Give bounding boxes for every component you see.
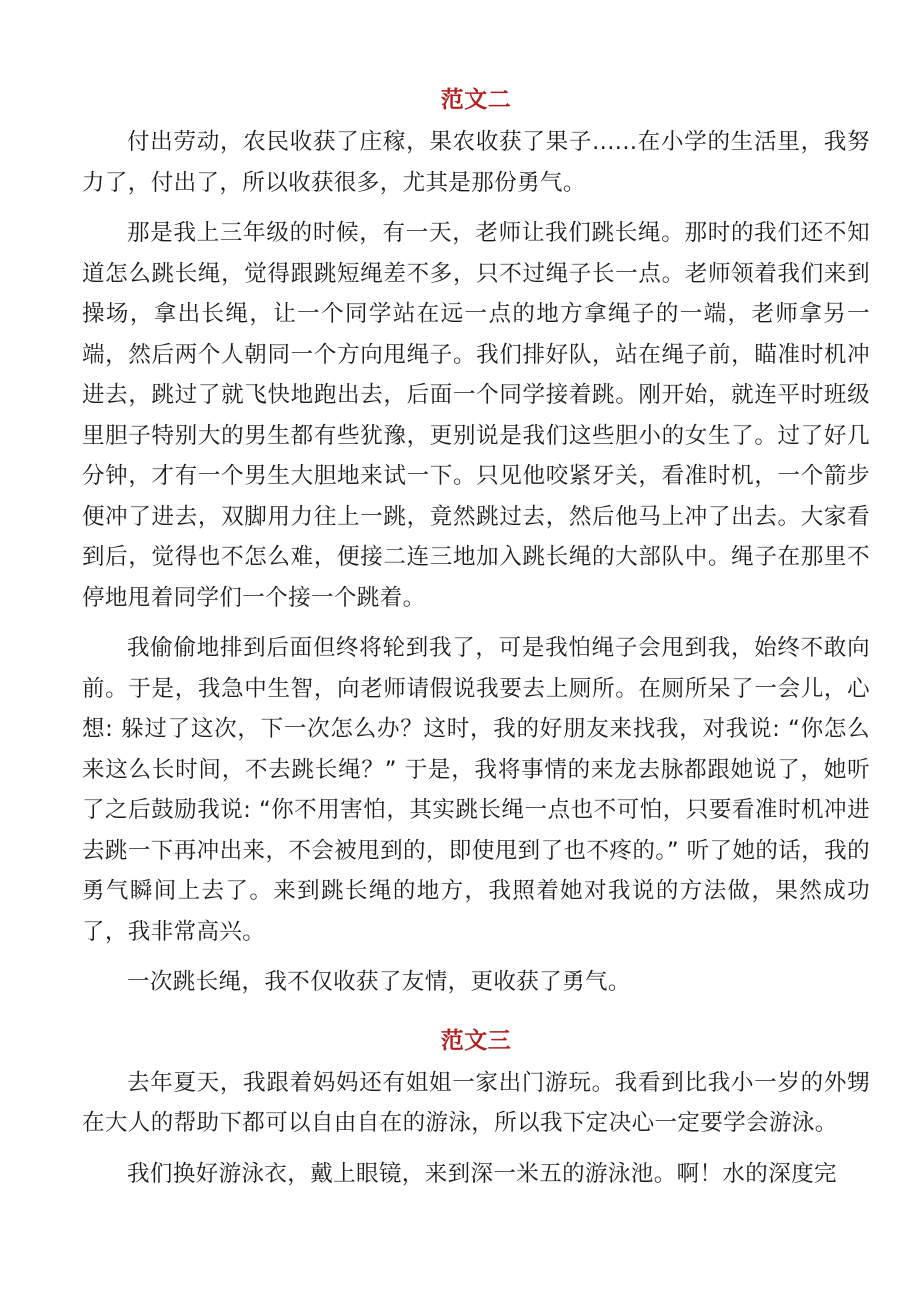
section-2-paragraph-2: 那是我上三年级的时候，有一天，老师让我们跳长绳。那时的我们还不知道怎么跳长绳，觉得跟跳短绳差不多，只不过绳子长一点。老师领着我们来到操场，拿出长绳，让一个同学站在远一点的地方拿绳子的一端，老师拿另一端，然后两个人朝同一个方向甩绳子。我们排好队，站在绳子前，瞄准时机冲进去，跳过了就飞快地跑出去，后面一个同学接着跳。刚开始，就连平时班级里胆子特别大的男生都有些犹豫，更别说是我们这些胆小的女生了。过了好几分钟，才有一个男生大胆地来试一下。只见他咬紧牙关，看准时机，一个箭步便冲了进去，双脚用力往上一跳，竟然跳过去，然后他马上冲了出去。大家看到后，觉得也不怎么难，便接二连三地加入跳长绳的大部队中。绳子在那里不停地甩着同学们一个接一个跳着。 bbox=[82, 220, 870, 611]
section-2-paragraph-1: 付出劳动，农民收获了庄稼，果农收获了果子......在小学的生活里，我努力了，付出了，所以收获很多，尤其是那份勇气。 bbox=[82, 129, 870, 196]
document-page bbox=[82, 78, 870, 1204]
section-2-paragraph-4: 一次跳长绳，我不仅收获了友情，更收获了勇气。 bbox=[127, 969, 631, 995]
section-3-title: 范文三 bbox=[440, 1027, 512, 1054]
section-2-title: 范文二 bbox=[440, 87, 512, 113]
section-3-paragraph-2: 我们换好游泳衣，戴上眼镜，来到深一米五的游泳池。啊！水的深度完 bbox=[127, 1160, 837, 1187]
section-2-paragraph-3: 我偷偷地排到后面但终将轮到我了，可是我怕绳子会甩到我，始终不敢向前。于是，我急中生智，向老师请假说我要去上厕所。在厕所呆了一会儿，心想: 躲过了这次，下一次怎么办？这时，我的好朋友来找我，对我说: “你怎么来这么长时间，不去跳长绳？” 于是，我将事情的来龙去脉都跟她说了，她听了之后鼓励我说: “你不用害怕，其实跳长绳一点也不可怕，只要看准时机冲进去跳一下再冲出来，不会被甩到的，即使甩到了也不疼的。” 听了她的话，我的勇气瞬间上去了。来到跳长绳的地方，我照着她对我说的方法做，果然成功了，我非常高兴。 bbox=[82, 635, 870, 945]
section-3-paragraph-1: 去年夏天，我跟着妈妈还有姐姐一家出门游玩。我看到比我小一岁的外甥在大人的帮助下都可以自由自在的游泳，所以我下定决心一定要学会游泳。 bbox=[82, 1069, 870, 1136]
